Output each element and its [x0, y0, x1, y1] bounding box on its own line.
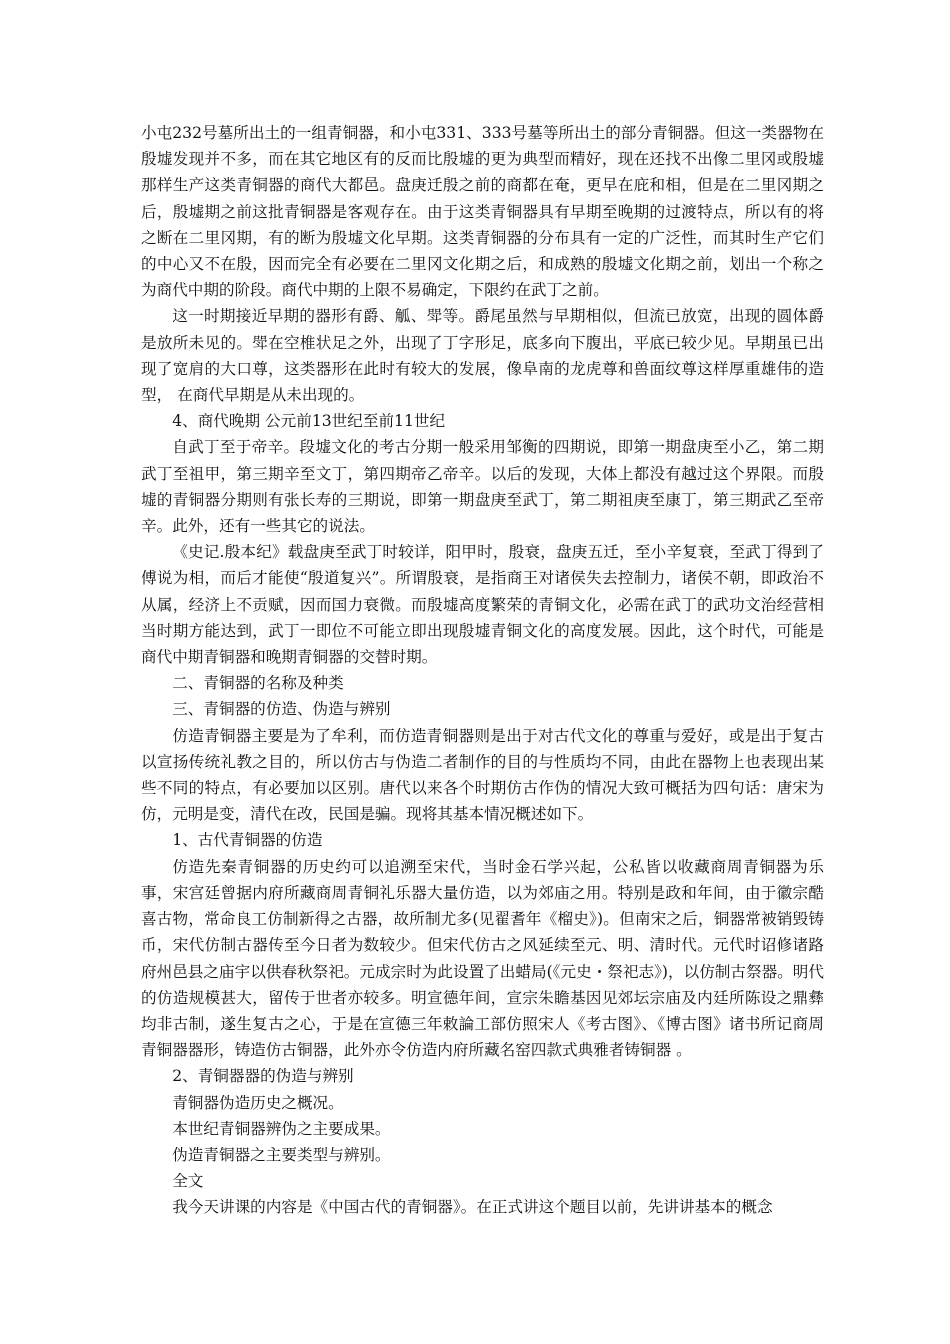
list-item-identification-results: 本世纪青铜器辨伪之主要成果。	[172, 1119, 391, 1138]
paragraph-vessel-forms: 这一时期接近早期的器形有爵、觚、斝等。爵尾虽然与早期相似，但流已放宽，出现的圆体爵是放所未见的。斝在空椎状足之外，出现了丁字形足，底多向下腹出，平底已较少见。早期虽已出现了宽肩的大口尊，这类器形在此时有较大的发展，像阜南的龙虎尊和兽面纹尊这样厚重雄伟的造型， 在商代早期是从未出现的。	[141, 307, 824, 405]
paragraph-imitation-purpose: 仿造青铜器主要是为了牟利，而仿造青铜器则是出于对古代文化的尊重与爱好，或是出于复古以宣扬传统礼教之目的，所以仿古与伪造二者制作的目的与性质均不同，由此在器物上也表现出某些不同的特点，有必要加以区别。唐代以来各个时期仿古作伪的情况大致可概括为四句话：唐宋为仿，元明是变，清代在改，民国是骗。现将其基本情况概述如下。	[141, 726, 824, 824]
document-body	[141, 120, 824, 1221]
paragraph-yinxu-periods: 自武丁至于帝辛。段墟文化的考古分期一般采用邹衡的四期说，即第一期盘庚至小乙，第二期武丁至祖甲，第三期辛至文丁，第四期帝乙帝辛。以后的发现，大体上都没有越过这个界限。而殷墟的青铜器分期则有张长寿的三期说，即第一期盘庚至武丁，第二期祖庚至康丁，第三期武乙至帝辛。此外，还有一些其它的说法。	[141, 438, 824, 536]
heading-late-shang: 4、商代晚期 公元前13世纪至前11世纪	[172, 412, 446, 431]
paragraph-shiji-yin-benji: 《史记.殷本纪》载盘庚至武丁时较详，阳甲时，殷衰，盘庚五迁，至小辛复衰，至武丁得到了傅说为相，而后才能使“殷道复兴”。所谓殷衰，是指商王对诸侯失去控制力，诸侯不朝，即政治不从属，经济上不贡赋，因而国力衰微。而殷墟高度繁荣的青铜文化，必需在武丁的武功文治经营相当时期方能达到，武丁一即位不可能立即出现殷墟青铜文化的高度发展。因此，这个时代，可能是商代中期青铜器和晚期青铜器的交替时期。	[141, 543, 824, 667]
heading-ancient-imitation: 1、古代青铜器的仿造	[172, 831, 323, 850]
paragraph-middle-shang-vessels: 小屯232号墓所出土的一组青铜器，和小屯331、333号墓等所出土的部分青铜器。但这一类器物在殷墟发现并不多，而在其它地区有的反而比殷墟的更为典型而精好，现在还找不出像二里冈或殷墟那样生产这类青铜器的商代大都邑。盘庚迁殷之前的商都在奄，更早在庇和相，但是在二里冈期之后，殷墟期之前这批青铜器是客观存在。由于这类青铜器具有早期至晚期的过渡特点，所以有的将之断在二里冈期，有的断为殷墟文化早期。这类青铜器的分布具有一定的广泛性，而其时生产它们的中心又不在殷，因而完全有必要在二里冈文化期之后，和成熟的殷墟文化期之前，划出一个称之为商代中期的阶段。商代中期的上限不易确定，下限约在武丁之前。	[141, 124, 824, 300]
heading-imitation-and-forgery: 三、青铜器的仿造、伪造与辨别	[172, 700, 391, 719]
paragraph-imitation-history: 仿造先秦青铜器的历史约可以追溯至宋代，当时金石学兴起，公私皆以收藏商周青铜器为乐事，宋宫廷曾据内府所藏商周青铜礼乐器大量仿造，以为郊庙之用。特别是政和年间，由于徽宗酷喜古物，常命良工仿制新得之古器，故所制尤多(见翟耆年《榴史》)。但南宋之后，铜器常被销毁铸币，宋代仿制古器传至今日者为数较少。但宋代仿古之风延续至元、明、清时代。元代时诏修诸路府州邑县之庙宇以供春秋祭祀。元成宗时为此设置了出蜡局(《元史・祭祀志》)，以仿制古祭器。明代的仿造规模甚大，留传于世者亦较多。明宣德年间，宣宗朱瞻基因见郊坛宗庙及内廷所陈设之鼎彝均非古制，遂生复古之心，于是在宣德三年敕論工部仿照宋人《考古图》、《博古图》诸书所记商周青铜器器形，铸造仿古铜器，此外亦令仿造内府所藏名窑四款式典雅者铸铜器 。	[141, 857, 824, 1060]
heading-forgery-and-identification: 2、青铜器器的伪造与辨别	[172, 1067, 354, 1086]
list-item-forgery-types: 伪造青铜器之主要类型与辨别。	[172, 1145, 391, 1164]
heading-full-text: 全文	[172, 1172, 204, 1191]
list-item-forgery-history: 青铜器伪造历史之概况。	[172, 1093, 344, 1112]
paragraph-lecture-intro: 我今天讲课的内容是《中国古代的青铜器》。在正式讲这个题目以前，先讲讲基本的概念	[172, 1198, 773, 1217]
heading-names-and-types: 二、青铜器的名称及种类	[172, 674, 344, 693]
